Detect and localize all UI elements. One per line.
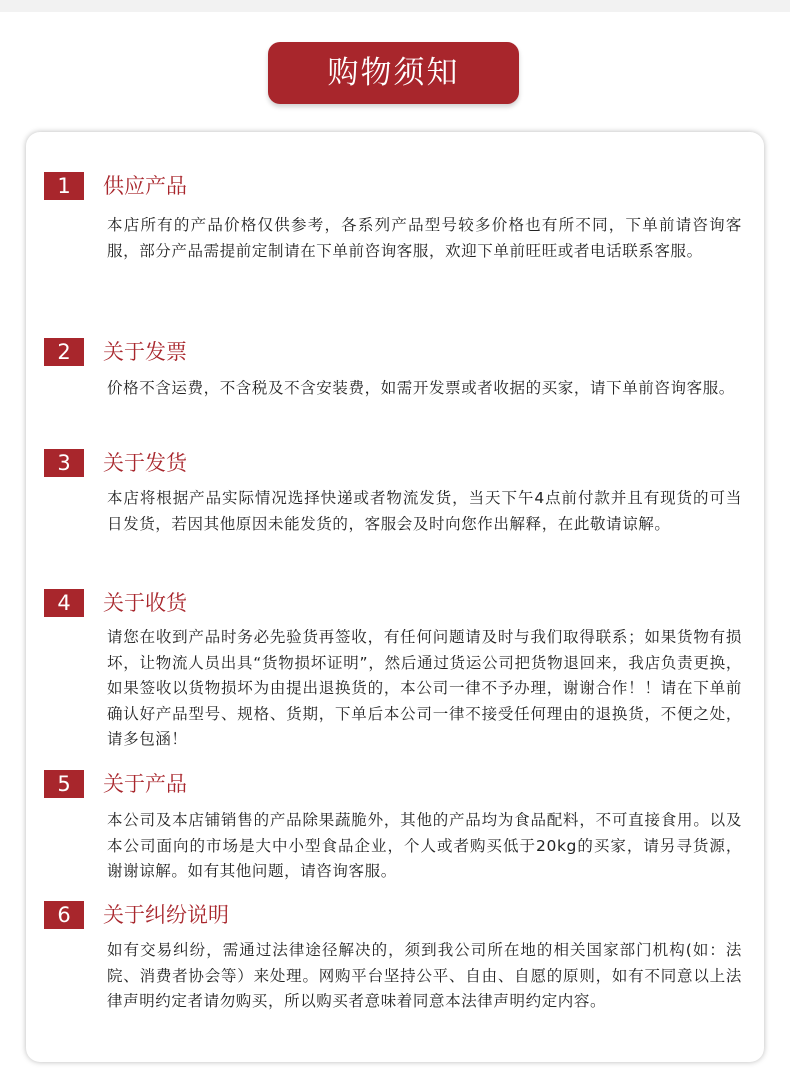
section-title: 供应产品 bbox=[103, 174, 187, 198]
section-number: 3 bbox=[44, 449, 84, 477]
section-title: 关于收货 bbox=[103, 591, 187, 615]
section-body: 如有交易纠纷，需通过法律途径解决的，须到我公司所在地的相关国家部门机构(如：法院、消费者协会等）来处理。网购平台坚持公平、自由、自愿的原则，如有不同意以上法律声明约定者请勿购买，所以购买者意味着同意本法律声明约定内容。 bbox=[107, 941, 742, 1010]
top-strip bbox=[0, 0, 790, 12]
section-number: 6 bbox=[44, 901, 84, 929]
section-body: 价格不含运费，不含税及不含安装费，如需开发票或者收据的买家，请下单前咨询客服。 bbox=[107, 379, 735, 397]
section-title: 关于产品 bbox=[103, 772, 187, 796]
page-title: 购物须知 bbox=[268, 42, 519, 104]
section-body: 本公司及本店铺销售的产品除果蔬脆外，其他的产品均为食品配料，不可直接食用。以及本公司面向的市场是大中小型食品企业，个人或者购买低于20kg的买家，请另寻货源，谢谢谅解。如有其他问题，请咨询客服。 bbox=[107, 811, 742, 880]
section-body: 本店所有的产品价格仅供参考，各系列产品型号较多价格也有所不同，下单前请咨询客服，部分产品需提前定制请在下单前咨询客服，欢迎下单前旺旺或者电话联系客服。 bbox=[107, 216, 742, 260]
notice-card bbox=[26, 132, 764, 1062]
section-body: 本店将根据产品实际情况选择快递或者物流发货，当天下午4点前付款并且有现货的可当日发货，若因其他原因未能发货的，客服会及时向您作出解释，在此敬请谅解。 bbox=[107, 489, 742, 533]
section-title: 关于发票 bbox=[103, 340, 187, 364]
section-title: 关于发货 bbox=[103, 451, 187, 475]
section-number: 1 bbox=[44, 172, 84, 200]
section-number: 2 bbox=[44, 338, 84, 366]
section-number: 5 bbox=[44, 770, 84, 798]
section-title: 关于纠纷说明 bbox=[103, 903, 229, 927]
section-number: 4 bbox=[44, 589, 84, 617]
section-body: 请您在收到产品时务必先验货再签收，有任何问题请及时与我们取得联系；如果货物有损坏，让物流人员出具“货物损坏证明”，然后通过货运公司把货物退回来，我店负责更换，如果签收以货物损坏为由提出退换货的，本公司一律不予办理，谢谢合作！！请在下单前确认好产品型号、规格、货期，下单后本公司一律不接受任何理由的退换货，不便之处，请多包涵！ bbox=[107, 628, 742, 748]
